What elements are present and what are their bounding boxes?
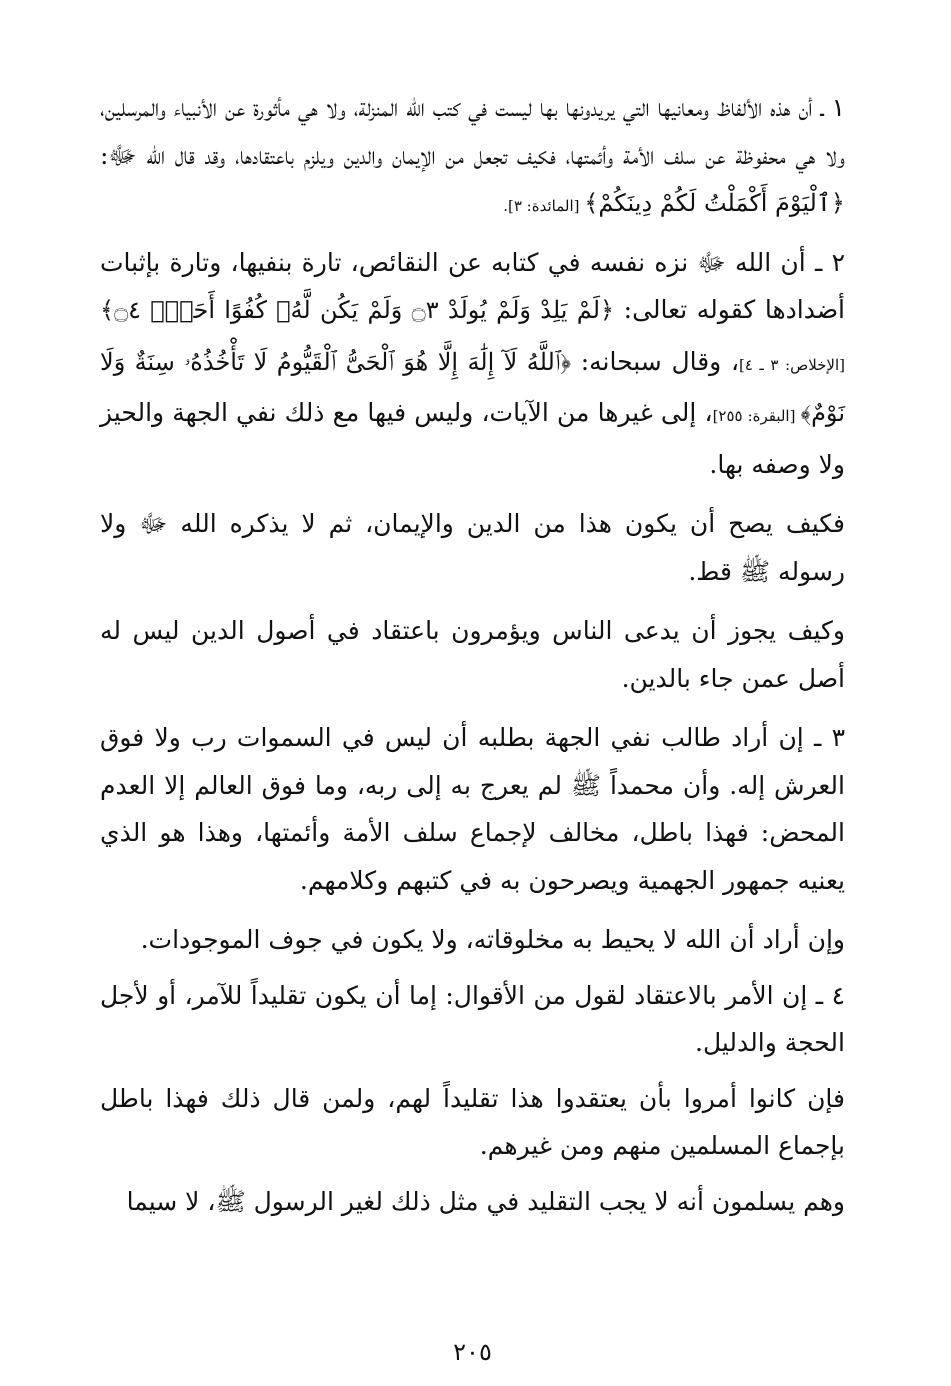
- book-page: [100, 84, 845, 1374]
- paragraph-text: ٣ ـ إن أراد طالب نفي الجهة بطلبه أن ليس في السموات رب ولا فوق العرش إله. وأن محمداً ﷺ لم يعرج به إلى ربه، وما فوق العالم إلا العدم المحض: فهذا باطل، مخالف لإجماع سلف الأمة وأئمتها، وهذا هو الذي يعنيه جمهور الجهمية ويصرحون به في كتبهم وكلامهم.: [100, 723, 845, 895]
- paragraph-text: وكيف يجوز أن يدعى الناس ويؤمرون باعتقاد في أصول الدين ليس له أصل عمن جاء بالدين.: [100, 616, 845, 693]
- paragraph-4: [100, 607, 845, 702]
- paragraph-7: [100, 972, 845, 1067]
- paragraph-text: ، إلى غيرها من الآيات، وليس فيها مع ذلك نفي الجهة والحيز ولا وصفه بها.: [100, 398, 845, 479]
- paragraph-text: فكيف يصح أن يكون هذا من الدين والإيمان، ثم لا يذكره الله ﷻ ولا رسوله ﷺ قط.: [100, 509, 845, 586]
- paragraph-text: ١ ـ أن هذه الألفاظ ومعانيها التي يريدونها بها ليست في كتب الله المنزلة، ولا هي مأثورة عن الأنبياء والمرسلين، ولا هي محفوظة عن سلف الأمة وأئمتها، فكيف تجعل من الإيمان والدين ويلزم باعتقادها، وقد قال الله ﷻ:: [100, 93, 845, 170]
- quran-verse: ﴿ٱلْيَوْمَ أَكْمَلْتُ لَكُمْ دِينَكُمْ﴾: [584, 189, 845, 217]
- paragraph-text: وإن أراد أن الله لا يحيط به مخلوقاته، ولا يكون في جوف الموجودات.: [140, 925, 845, 954]
- verse-reference: [البقرة: ٢٥٥]: [712, 407, 801, 425]
- quran-verse: ﴿ٱللَّهُ لَآ إِلَٰهَ إِلَّا هُوَ ٱلْحَىُّ ٱلْقَيُّومُ لَا تَأْخُذُهُۥ سِنَةٌ وَلَا نَوْمٌ﴾: [100, 347, 846, 427]
- paragraph-text: ، وقال سبحانه:: [571, 346, 740, 376]
- paragraph-2: [100, 239, 845, 489]
- paragraph-8: [100, 1075, 845, 1170]
- page-number: ٢٠٥: [453, 1338, 492, 1366]
- paragraph-6: [100, 916, 845, 964]
- paragraph-text: ٤ ـ إن الأمر بالاعتقاد لقول من الأقوال: إما أن يكون تقليداً للآمر، أو لأجل الحجة والدليل.: [100, 980, 845, 1057]
- paragraph-text: فإن كانوا أمروا بأن يعتقدوا هذا تقليداً لهم، ولمن قال ذلك فهذا باطل بإجماع المسلمين منهم ومن غيرهم.: [100, 1083, 845, 1160]
- quran-verse: ﴿لَمْ يَلِدْ وَلَمْ يُولَدْ ۝٣ وَلَمْ يَكُن لَّهُۥ كُفُوًا أَحَدٌۢ ۝٤﴾: [100, 296, 615, 324]
- paragraph-3: [100, 500, 845, 595]
- paragraph-9: [100, 1178, 845, 1226]
- page-body: [100, 84, 845, 1225]
- verse-reference: [المائدة: ٣].: [503, 197, 585, 215]
- paragraph-text: وهم يسلمون أنه لا يجب التقليد في مثل ذلك لغير الرسول ﷺ، لا سيما: [126, 1186, 845, 1216]
- verse-reference: [الإخلاص: ٣ ـ ٤]: [739, 355, 845, 374]
- paragraph-1: [100, 84, 845, 231]
- paragraph-5: [100, 714, 845, 904]
- paragraph-text: ٢ ـ أن الله ﷻ نزه نفسه في كتابه عن النقائص، تارة بنفيها، وتارة بإثبات أضدادها كقوله تعالى:: [100, 247, 846, 324]
